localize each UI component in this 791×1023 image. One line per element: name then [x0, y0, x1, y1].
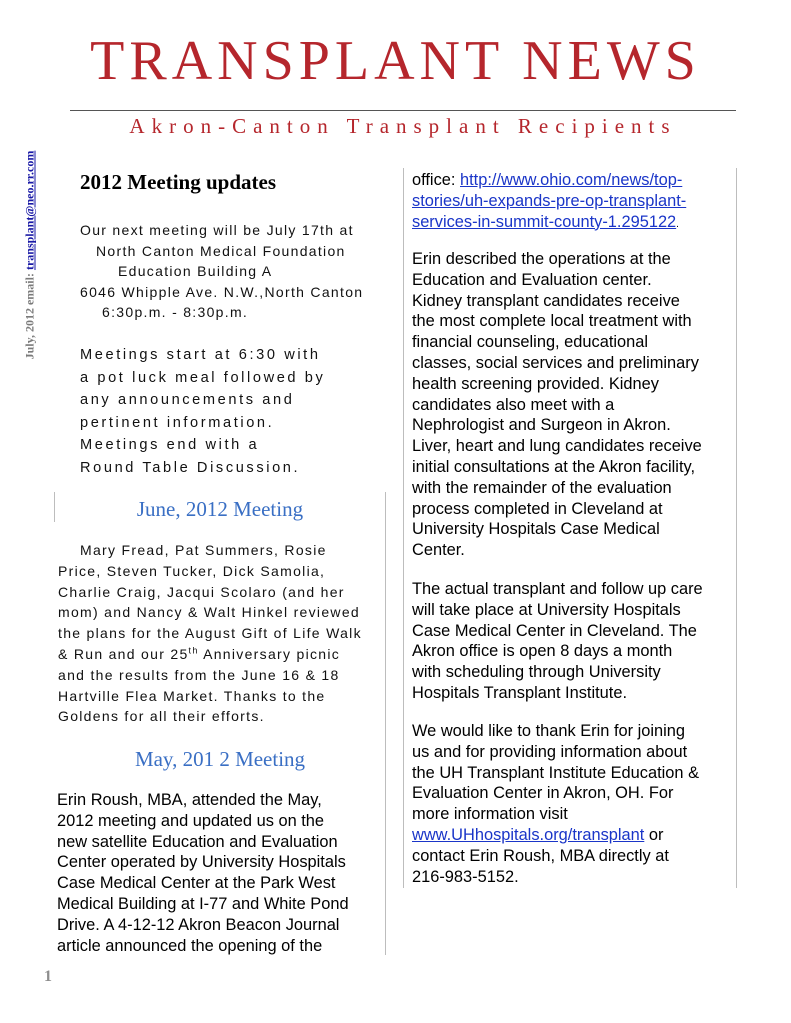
june-line: the plans for the August Gift of Life Walk: [58, 625, 362, 642]
may-line: Erin Roush, MBA, attended the May,: [57, 791, 322, 809]
schedule-line: Meetings start at 6:30 with: [80, 347, 321, 363]
june-line: Hartville Flea Market. Thanks to the: [58, 687, 326, 704]
header-rule: [70, 110, 736, 111]
para-line: University Hospitals Case Medical: [412, 520, 660, 539]
para-line: financial counseling, educational: [412, 333, 649, 352]
june-line: Anniversary picnic: [198, 645, 341, 662]
para-line: classes, social services and preliminary: [412, 353, 699, 372]
article-link-period: .: [676, 218, 679, 230]
uh-transplant-link[interactable]: www.UHhospitals.org/transplant: [412, 825, 645, 844]
address-line: North Canton Medical Foundation: [96, 242, 346, 259]
para-line: Erin described the operations at the: [412, 250, 671, 268]
para-line: 216-983-5152.: [412, 867, 519, 886]
june-heading-right-rule: [385, 492, 386, 522]
article-link[interactable]: stories/uh-expands-pre-op-transplant-: [412, 191, 687, 210]
schedule-line: pertinent information.: [80, 414, 275, 431]
newsletter-title: TRANSPLANT NEWS: [90, 30, 701, 92]
para-line: more information visit: [412, 805, 568, 824]
article-link[interactable]: http://www.ohio.com/news/top-: [460, 171, 683, 189]
may-line: new satellite Education and Evaluation: [57, 832, 338, 851]
thanks-paragraph: [412, 721, 742, 887]
para-line: contact Erin Roush, MBA directly at: [412, 846, 669, 865]
meeting-schedule-block: [80, 344, 325, 479]
para-line: Center.: [412, 541, 465, 560]
issue-date-email: [23, 110, 38, 400]
may-meeting-heading: May, 201 2 Meeting: [134, 747, 306, 771]
june-line: Mary Fread, Pat Summers, Rosie: [80, 542, 327, 558]
para-line: Kidney transplant candidates receive: [412, 291, 680, 310]
para-line: health screening provided. Kidney: [412, 374, 659, 393]
superscript-th: th: [188, 645, 199, 656]
operations-paragraph: [412, 249, 742, 561]
june-line-with-sup: [58, 644, 388, 665]
may-line: Medical Building at I-77 and White Pond: [57, 894, 349, 913]
transplant-care-paragraph: [412, 579, 742, 704]
june-line: and the results from the June 16 & 18: [58, 666, 340, 683]
article-link-block: [412, 170, 742, 235]
june-line: Goldens for all their efforts.: [58, 708, 265, 725]
may-line: Case Medical Center at the Park West: [57, 874, 336, 893]
para-line: process completed in Cleveland at: [412, 499, 663, 518]
address-line: Our next meeting will be July 17th at: [80, 222, 354, 238]
para-line: Evaluation Center in Akron, OH. For: [412, 784, 674, 803]
address-line: Education Building A: [118, 263, 273, 279]
address-line: 6:30p.m. - 8:30p.m.: [102, 304, 249, 320]
para-line: The actual transplant and follow up care: [412, 580, 703, 598]
schedule-line: a pot luck meal followed by: [80, 369, 326, 386]
para-line: Akron office is open 8 days a month: [412, 642, 673, 661]
para-line: with the remainder of the evaluation: [412, 478, 672, 497]
para-line: Nephrologist and Surgeon in Akron.: [412, 416, 671, 435]
june-line: & Run and our 25: [58, 645, 189, 662]
may-line: Drive. A 4-12-12 Akron Beacon Journal: [57, 915, 340, 934]
email-link[interactable]: transplant@neo.rr.com: [22, 150, 37, 271]
june-line: mom) and Nancy & Walt Hinkel reviewed: [58, 604, 360, 621]
june-line: Charlie Craig, Jacqui Scolaro (and her: [58, 583, 345, 600]
may-line: article announced the opening of the: [57, 936, 323, 955]
para-line: us and for providing information about: [412, 742, 688, 761]
june-meeting-text: [58, 540, 388, 727]
para-line: the most complete local treatment with: [412, 312, 692, 331]
meeting-updates-title: 2012 Meeting updates: [80, 170, 276, 194]
para-line: Education and Evaluation center.: [412, 270, 652, 289]
newsletter-subtitle: Akron-Canton Transplant Recipients: [129, 114, 677, 138]
june-line: Price, Steven Tucker, Dick Samolia,: [58, 562, 326, 579]
issue-date-label: July, 2012 email:: [22, 270, 37, 360]
schedule-line: Meetings end with a: [80, 437, 260, 453]
may-meeting-text: [57, 790, 387, 956]
office-label: office:: [412, 171, 460, 189]
para-line: We would like to thank Erin for joining: [412, 722, 686, 740]
may-line: 2012 meeting and updated us on the: [57, 811, 325, 830]
article-link[interactable]: services-in-summit-county-1.295122: [412, 212, 677, 231]
para-line: candidates also meet with a: [412, 395, 615, 414]
para-line: with scheduling through University: [412, 663, 661, 682]
para-line: the UH Transplant Institute Education &: [412, 763, 699, 782]
side-strip: [18, 110, 42, 400]
meeting-address-block: [80, 220, 363, 323]
para-line: Liver, heart and lung candidates receive: [412, 437, 702, 456]
june-meeting-heading: June, 2012 Meeting: [136, 497, 304, 521]
link-suffix: or: [644, 825, 664, 844]
schedule-line: any announcements and: [80, 392, 295, 408]
para-line: Case Medical Center in Cleveland. The: [412, 621, 697, 640]
may-line: Center operated by University Hospitals: [57, 853, 346, 872]
para-line: initial consultations at the Akron facility,: [412, 457, 696, 476]
para-line: Hospitals Transplant Institute.: [412, 683, 628, 702]
column-divider-right-inner: [403, 168, 404, 888]
address-line: 6046 Whipple Ave. N.W.,North Canton: [80, 283, 364, 300]
schedule-line: Round Table Discussion.: [80, 459, 301, 476]
page-number: 1: [44, 968, 52, 985]
para-line: will take place at University Hospitals: [412, 600, 681, 619]
